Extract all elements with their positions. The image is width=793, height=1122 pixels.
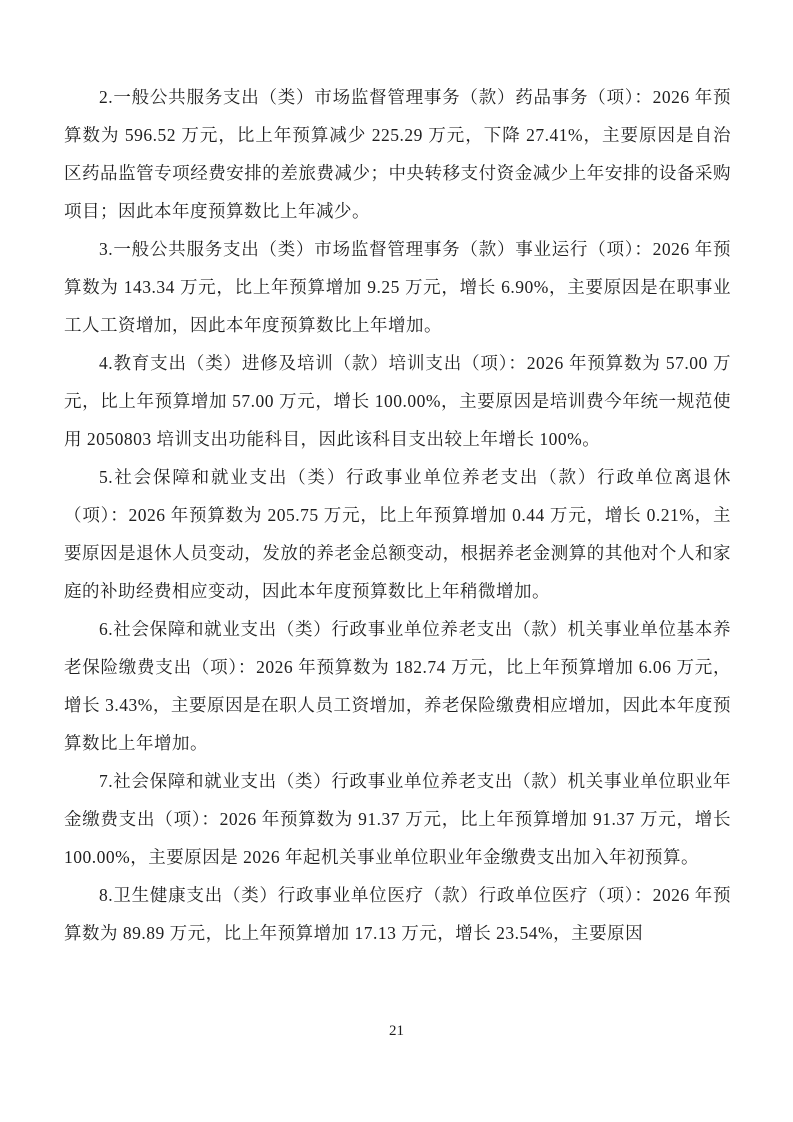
page-number: 21: [389, 1023, 404, 1039]
budget-paragraph-2: 2.一般公共服务支出（类）市场监督管理事务（款）药品事务（项）：2026 年预算数为 596.52 万元，比上年预算减少 225.29 万元，下降 27.41%，主要原因是自治区药品监管专项经费安排的差旅费减少；中央转移支付资金减少上年安排的设备采购项目；因此本年度预算数比上年减少。: [64, 87, 731, 221]
budget-paragraph-5: 5.社会保障和就业支出（类）行政事业单位养老支出（款）行政单位离退休（项）：2026 年预算数为 205.75 万元，比上年预算增加 0.44 万元，增长 0.21%，主要原因是退休人员变动，发放的养老金总额变动，根据养老金测算的其他对个人和家庭的补助经费相应变动，因此本年度预算数比上年稍微增加。: [64, 467, 731, 601]
page-body-text: [64, 78, 731, 952]
budget-paragraph-4: 4.教育支出（类）进修及培训（款）培训支出（项）：2026 年预算数为 57.00 万元，比上年预算增加 57.00 万元，增长 100.00%，主要原因是培训费今年统一规范使用 2050803 培训支出功能科目，因此该科目支出较上年增长 100%。: [64, 353, 731, 449]
budget-paragraph-8: 8.卫生健康支出（类）行政事业单位医疗（款）行政单位医疗（项）：2026 年预算数为 89.89 万元，比上年预算增加 17.13 万元，增长 23.54%，主要原因: [64, 885, 731, 943]
budget-paragraph-7: 7.社会保障和就业支出（类）行政事业单位养老支出（款）机关事业单位职业年金缴费支出（项）：2026 年预算数为 91.37 万元，比上年预算增加 91.37 万元，增长 100.00%，主要原因是 2026 年起机关事业单位职业年金缴费支出加入年初预算。: [64, 771, 731, 867]
budget-paragraph-3: 3.一般公共服务支出（类）市场监督管理事务（款）事业运行（项）：2026 年预算数为 143.34 万元，比上年预算增加 9.25 万元，增长 6.90%，主要原因是在职事业工人工资增加，因此本年度预算数比上年增加。: [64, 239, 731, 335]
budget-paragraph-6: 6.社会保障和就业支出（类）行政事业单位养老支出（款）机关事业单位基本养老保险缴费支出（项）：2026 年预算数为 182.74 万元，比上年预算增加 6.06 万元，增长 3.43%，主要原因是在职人员工资增加，养老保险缴费相应增加，因此本年度预算数比上年增加。: [64, 619, 731, 753]
